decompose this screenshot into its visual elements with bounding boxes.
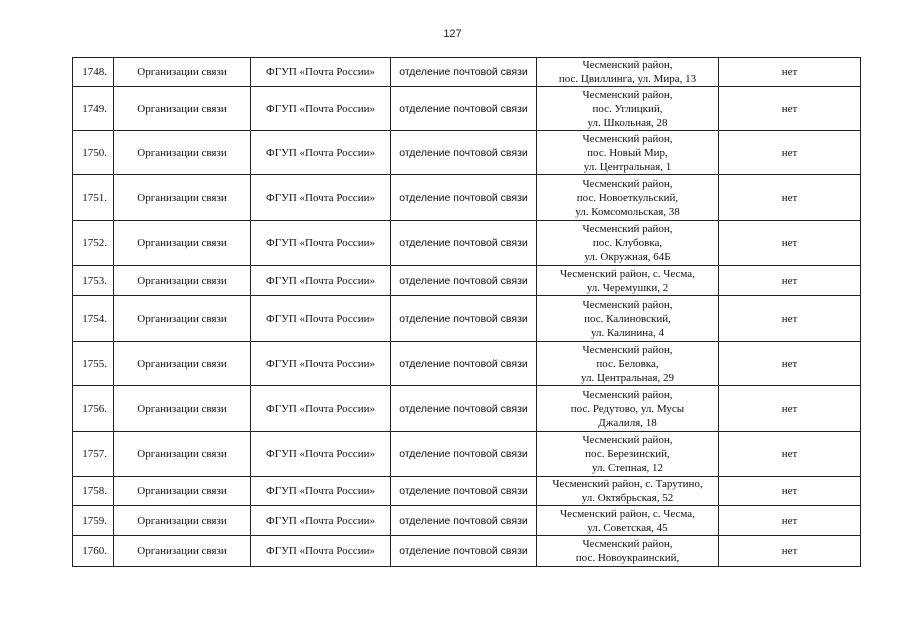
object-type-cell: отделение почтовой связи: [391, 296, 537, 342]
organization-cell: ФГУП «Почта России»: [251, 342, 391, 386]
value-cell: нет: [719, 221, 861, 266]
row-number-cell: 1751.: [73, 175, 114, 221]
address-cell: [537, 58, 719, 87]
object-type-cell: отделение почтовой связи: [391, 131, 537, 175]
value-cell: нет: [719, 58, 861, 87]
address-cell: [537, 131, 719, 175]
address-line: ул. Комсомольская, 38: [575, 205, 680, 218]
organization-cell: ФГУП «Почта России»: [251, 386, 391, 432]
address-line: пос. Березинский,: [585, 448, 670, 460]
address-line: пос. Беловка,: [596, 357, 659, 370]
row-number-cell: 1753.: [73, 266, 114, 296]
address-line: Чесменский район,: [582, 343, 673, 356]
address-line: пос. Новоеткульский,: [576, 191, 679, 204]
table-row: [73, 175, 861, 221]
address-line: пос. Новоукраинский,: [575, 552, 680, 564]
object-type-cell: отделение почтовой связи: [391, 536, 537, 567]
table-row: [73, 506, 861, 536]
row-number-cell: 1749.: [73, 87, 114, 131]
address-line: Чесменский район,: [582, 132, 673, 145]
category-cell: Организации связи: [114, 266, 251, 296]
table-row: [73, 58, 861, 87]
address-cell: [537, 386, 719, 432]
address-cell: [537, 221, 719, 266]
row-number-cell: 1750.: [73, 131, 114, 175]
value-cell: нет: [719, 386, 861, 432]
category-cell: Организации связи: [114, 131, 251, 175]
address-line: ул. Центральная, 29: [581, 371, 674, 384]
address-line: ул. Центральная, 1: [583, 160, 672, 173]
object-type-cell: отделение почтовой связи: [391, 477, 537, 506]
object-type-cell: отделение почтовой связи: [391, 342, 537, 386]
address-line: Чесменский район,: [582, 223, 673, 235]
table-row: [73, 536, 861, 567]
object-type-cell: отделение почтовой связи: [391, 506, 537, 536]
value-cell: нет: [719, 477, 861, 506]
value-cell: нет: [719, 131, 861, 175]
organization-cell: ФГУП «Почта России»: [251, 175, 391, 221]
address-line: Чесменский район, с. Чесма,: [560, 267, 695, 280]
organization-cell: ФГУП «Почта России»: [251, 506, 391, 536]
address-cell: [537, 536, 719, 567]
category-cell: Организации связи: [114, 175, 251, 221]
object-type-cell: отделение почтовой связи: [391, 58, 537, 87]
address-line: пос. Цвиллинга, ул. Мира, 13: [558, 73, 697, 85]
address-line: пос. Новый Мир,: [587, 146, 668, 159]
address-line: Джалиля, 18: [598, 416, 657, 429]
organization-cell: ФГУП «Почта России»: [251, 131, 391, 175]
category-cell: Организации связи: [114, 58, 251, 87]
table-row: [73, 87, 861, 131]
table-row: [73, 386, 861, 432]
registry-table: [72, 57, 861, 567]
address-line: ул. Окружная, 64Б: [584, 251, 671, 263]
row-number-cell: 1748.: [73, 58, 114, 87]
category-cell: Организации связи: [114, 296, 251, 342]
row-number-cell: 1752.: [73, 221, 114, 266]
address-line: Чесменский район,: [582, 388, 673, 401]
address-line: Чесменский район,: [582, 434, 673, 446]
organization-cell: ФГУП «Почта России»: [251, 58, 391, 87]
address-cell: [537, 432, 719, 477]
value-cell: нет: [719, 432, 861, 477]
category-cell: Организации связи: [114, 506, 251, 536]
address-line: Чесменский район, с. Тарутино,: [552, 478, 703, 490]
row-number-cell: 1757.: [73, 432, 114, 477]
address-cell: [537, 175, 719, 221]
category-cell: Организации связи: [114, 87, 251, 131]
table-row: [73, 266, 861, 296]
category-cell: Организации связи: [114, 342, 251, 386]
table-body: [73, 58, 861, 567]
row-number-cell: 1758.: [73, 477, 114, 506]
address-cell: [537, 477, 719, 506]
organization-cell: ФГУП «Почта России»: [251, 221, 391, 266]
row-number-cell: 1754.: [73, 296, 114, 342]
value-cell: нет: [719, 296, 861, 342]
value-cell: нет: [719, 266, 861, 296]
address-line: ул. Октябрьская, 52: [581, 492, 674, 504]
row-number-cell: 1756.: [73, 386, 114, 432]
address-line: Чесменский район,: [582, 538, 673, 550]
address-line: пос. Углицкий,: [592, 102, 663, 115]
address-cell: [537, 342, 719, 386]
address-line: ул. Калинина, 4: [590, 326, 665, 339]
row-number-cell: 1760.: [73, 536, 114, 567]
address-line: пос. Калиновский,: [584, 312, 671, 325]
address-line: пос. Редутово, ул. Мусы: [570, 402, 685, 415]
object-type-cell: отделение почтовой связи: [391, 432, 537, 477]
organization-cell: ФГУП «Почта России»: [251, 477, 391, 506]
address-cell: [537, 87, 719, 131]
object-type-cell: отделение почтовой связи: [391, 386, 537, 432]
address-line: ул. Советская, 45: [587, 521, 668, 534]
address-line: Чесменский район,: [582, 177, 673, 190]
address-line: Чесменский район,: [582, 298, 673, 311]
organization-cell: ФГУП «Почта России»: [251, 87, 391, 131]
address-line: ул. Школьная, 28: [587, 116, 668, 129]
object-type-cell: отделение почтовой связи: [391, 221, 537, 266]
organization-cell: ФГУП «Почта России»: [251, 296, 391, 342]
address-cell: [537, 506, 719, 536]
value-cell: нет: [719, 536, 861, 567]
row-number-cell: 1755.: [73, 342, 114, 386]
address-cell: [537, 296, 719, 342]
address-line: Чесменский район,: [582, 59, 673, 71]
table-row: [73, 432, 861, 477]
value-cell: нет: [719, 342, 861, 386]
category-cell: Организации связи: [114, 536, 251, 567]
table-row: [73, 477, 861, 506]
organization-cell: ФГУП «Почта России»: [251, 266, 391, 296]
table-row: [73, 342, 861, 386]
address-line: ул. Степная, 12: [591, 462, 664, 474]
object-type-cell: отделение почтовой связи: [391, 175, 537, 221]
value-cell: нет: [719, 506, 861, 536]
row-number-cell: 1759.: [73, 506, 114, 536]
page-number: 127: [443, 28, 462, 40]
organization-cell: ФГУП «Почта России»: [251, 432, 391, 477]
object-type-cell: отделение почтовой связи: [391, 87, 537, 131]
address-line: Чесменский район,: [582, 88, 673, 101]
organization-cell: ФГУП «Почта России»: [251, 536, 391, 567]
category-cell: Организации связи: [114, 386, 251, 432]
category-cell: Организации связи: [114, 432, 251, 477]
address-line: Чесменский район, с. Чесма,: [560, 507, 695, 520]
table-row: [73, 131, 861, 175]
category-cell: Организации связи: [114, 477, 251, 506]
category-cell: Организации связи: [114, 221, 251, 266]
object-type-cell: отделение почтовой связи: [391, 266, 537, 296]
address-line: ул. Черемушки, 2: [586, 281, 669, 294]
table-row: [73, 221, 861, 266]
value-cell: нет: [719, 87, 861, 131]
table-row: [73, 296, 861, 342]
value-cell: нет: [719, 175, 861, 221]
address-cell: [537, 266, 719, 296]
address-line: пос. Клубовка,: [592, 237, 663, 249]
